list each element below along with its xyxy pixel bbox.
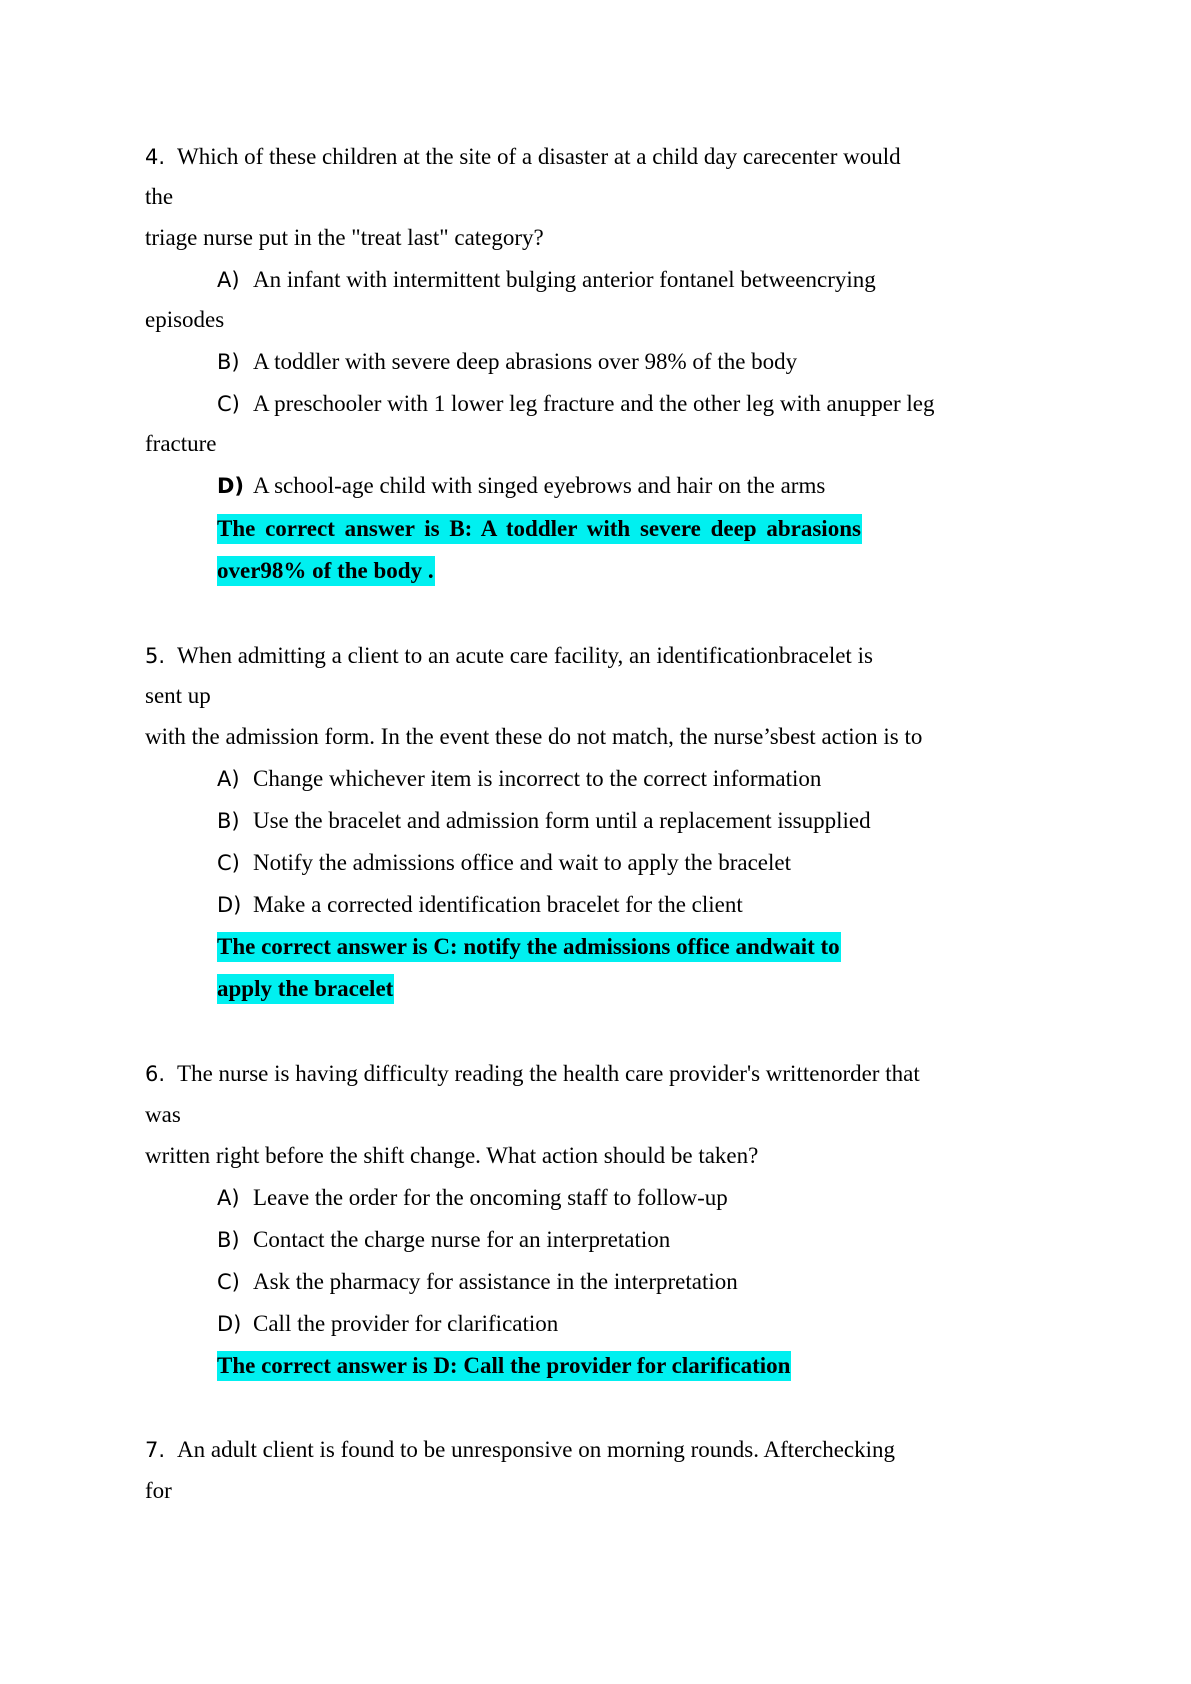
question-4-option-a-continuation: episodes: [145, 307, 225, 332]
question-5-answer-line-2: [217, 974, 394, 1004]
question-7-stem-line-1: [145, 1435, 895, 1465]
question-stem-text: An adult client is found to be unresponsive on morning rounds. Afterchecking: [177, 1437, 896, 1462]
option-letter: C): [217, 851, 240, 875]
question-number: 6.: [145, 1062, 166, 1086]
option-text: Use the bracelet and admission form until a replacement issupplied: [253, 808, 871, 833]
question-number: 5.: [145, 644, 166, 668]
option-text: An infant with intermittent bulging anterior fontanel betweencrying: [253, 267, 876, 292]
option-text: Contact the charge nurse for an interpretation: [253, 1227, 671, 1252]
question-4-option-b: [217, 347, 797, 377]
question-stem-text: When admitting a client to an acute care facility, an identificationbracelet is: [177, 643, 873, 668]
question-4-stem-line-1: [145, 142, 901, 172]
option-text: A toddler with severe deep abrasions over 98% of the body: [253, 349, 798, 374]
question-4-option-c-continuation: fracture: [145, 431, 217, 456]
option-text: Change whichever item is incorrect to the correct information: [253, 766, 822, 791]
question-stem-text: The nurse is having difficulty reading the health care provider's writtenorder that: [177, 1061, 920, 1086]
option-letter: D): [217, 1312, 242, 1336]
option-letter: B): [217, 809, 240, 833]
question-4-option-d: [217, 471, 825, 501]
question-4-answer-line-1: [217, 514, 862, 544]
question-5-option-d: [217, 890, 743, 920]
question-5-stem-line-3: with the admission form. In the event these do not match, the nurse’sbest action is to: [145, 724, 923, 749]
answer-highlight: apply the bracelet: [217, 974, 394, 1004]
question-5-stem-line-2: sent up: [145, 683, 211, 708]
question-number: 7.: [145, 1438, 166, 1462]
question-6-stem-line-2: was: [145, 1102, 181, 1127]
answer-highlight: over98% of the body .: [217, 556, 435, 586]
question-stem-text: Which of these children at the site of a disaster at a child day carecenter would: [177, 144, 901, 169]
option-letter: A): [217, 268, 240, 292]
question-5-answer-line-1: [217, 932, 841, 962]
question-5-option-b: [217, 806, 871, 836]
option-text: Leave the order for the oncoming staff to follow-up: [253, 1185, 728, 1210]
option-letter: B): [217, 1228, 240, 1252]
question-5-stem-line-1: [145, 641, 873, 671]
option-text: Make a corrected identification bracelet for the client: [253, 892, 743, 917]
question-5-option-a: [217, 764, 821, 794]
question-5-option-c: [217, 848, 791, 878]
question-6-option-a: [217, 1183, 728, 1213]
question-6-answer-line-1: [217, 1351, 791, 1381]
question-4-answer-line-2: [217, 556, 435, 586]
question-4-option-c: [217, 389, 934, 419]
question-7-stem-line-2: for: [145, 1478, 172, 1503]
question-number: 4.: [145, 145, 166, 169]
answer-highlight: The correct answer is B: A toddler with severe deep abrasions: [217, 514, 862, 544]
option-letter: C): [217, 1270, 240, 1294]
option-letter: D): [217, 893, 242, 917]
option-text: Notify the admissions office and wait to apply the bracelet: [253, 850, 792, 875]
option-letter: A): [217, 1186, 240, 1210]
option-text: Call the provider for clarification: [253, 1311, 559, 1336]
option-text: A preschooler with 1 lower leg fracture and the other leg with anupper leg: [253, 391, 935, 416]
question-6-stem-line-1: [145, 1059, 920, 1089]
question-6-stem-line-3: written right before the shift change. What action should be taken?: [145, 1143, 759, 1168]
question-6-option-d: [217, 1309, 558, 1339]
question-4-stem-line-2: the: [145, 184, 174, 209]
question-4-stem-line-3: triage nurse put in the "treat last" category?: [145, 225, 544, 250]
option-text: A school-age child with singed eyebrows and hair on the arms: [253, 473, 826, 498]
option-letter: A): [217, 767, 240, 791]
option-letter: B): [217, 350, 240, 374]
question-6-option-c: [217, 1267, 738, 1297]
option-letter: D): [217, 474, 245, 498]
question-4-option-a: [217, 265, 876, 295]
option-text: Ask the pharmacy for assistance in the interpretation: [253, 1269, 738, 1294]
question-6-option-b: [217, 1225, 670, 1255]
option-letter: C): [217, 392, 240, 416]
answer-highlight: The correct answer is C: notify the admissions office andwait to: [217, 932, 841, 962]
answer-highlight: The correct answer is D: Call the provider for clarification: [217, 1351, 791, 1381]
